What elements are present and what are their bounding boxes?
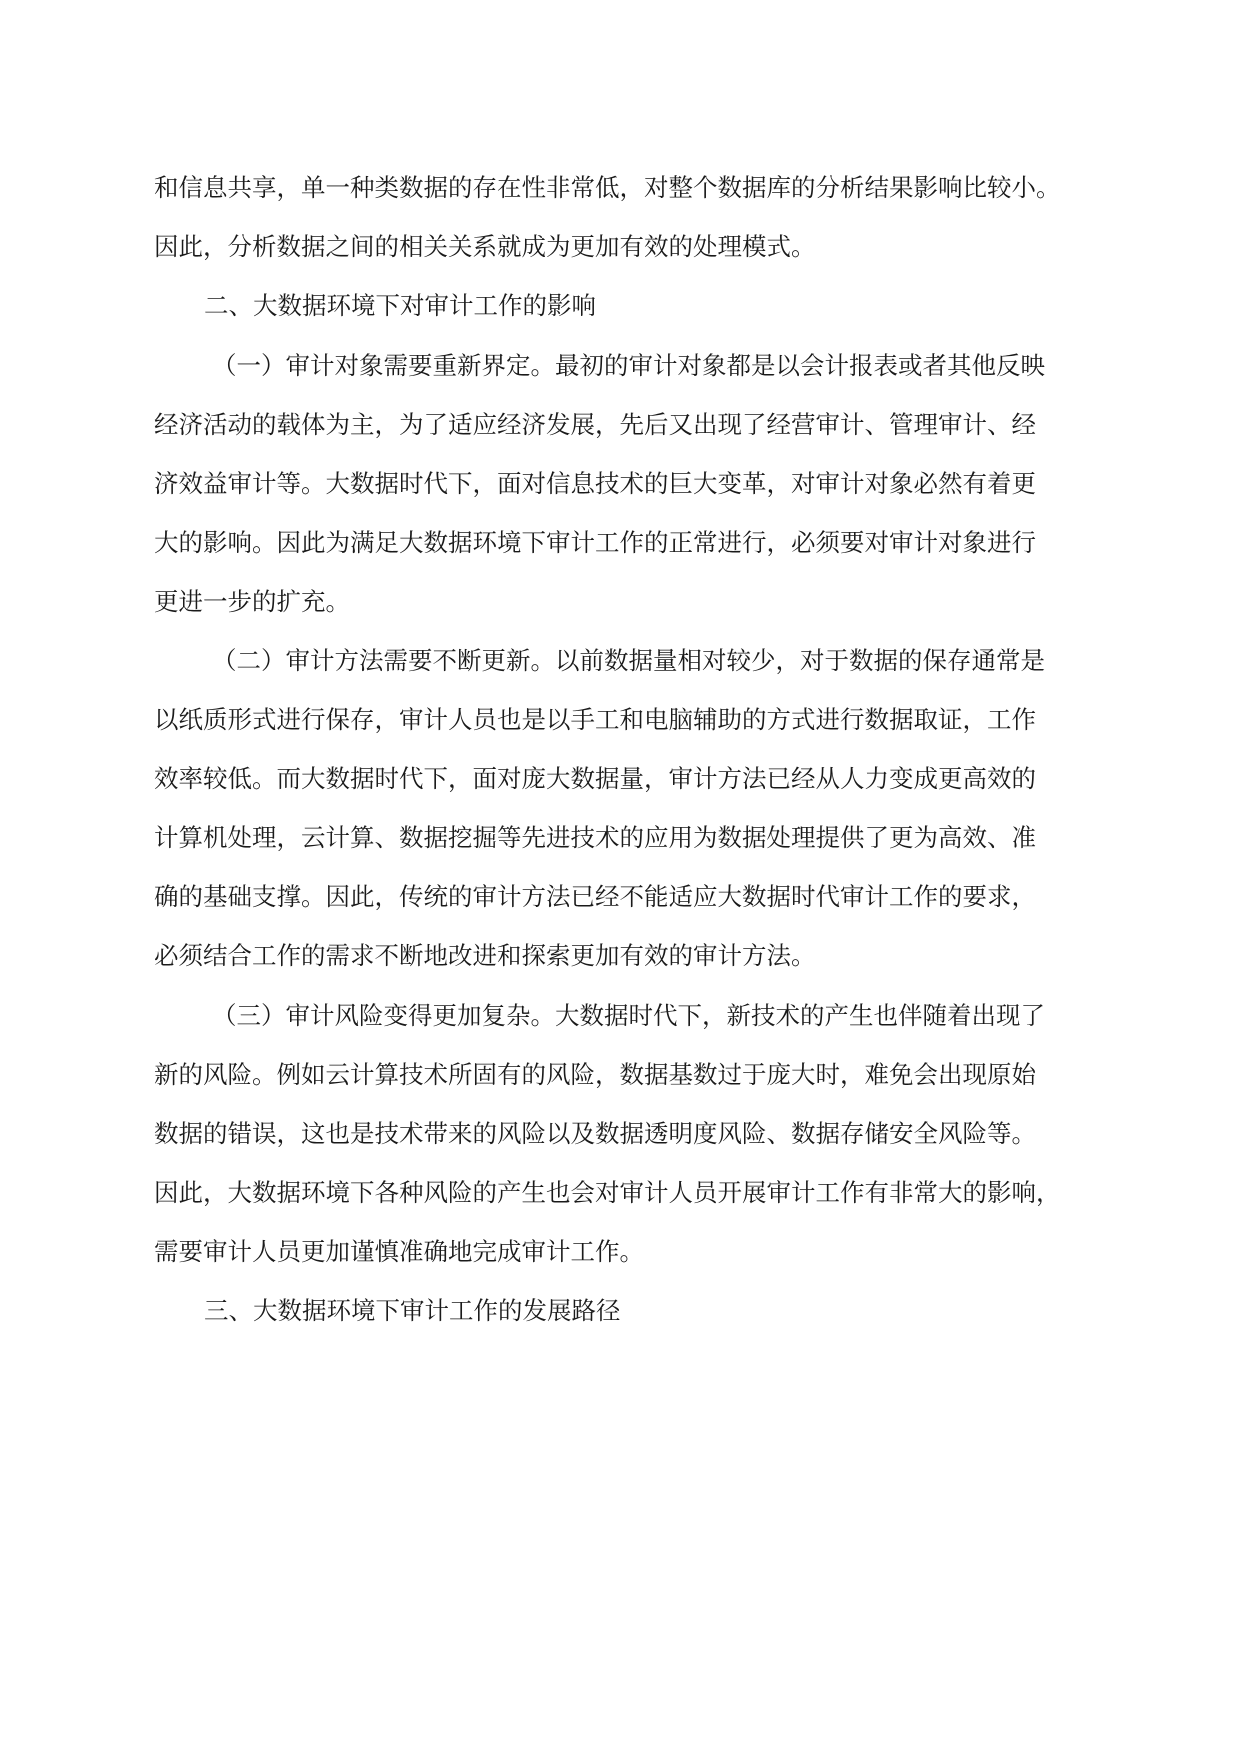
body-text-line: 计算机处理，云计算、数据挖掘等先进技术的应用为数据处理提供了更为高效、准 <box>154 823 1036 852</box>
body-text-line: 效率较低。而大数据时代下，面对庞大数据量，审计方法已经从人力变成更高效的 <box>154 764 1036 793</box>
body-text-line: 必须结合工作的需求不断地改进和探索更加有效的审计方法。 <box>154 941 816 970</box>
body-text-line: 确的基础支撑。因此，传统的审计方法已经不能适应大数据时代审计工作的要求， <box>154 882 1036 911</box>
body-text-line: （三）审计风险变得更加复杂。大数据时代下，新技术的产生也伴随着出现了 <box>212 1001 1045 1030</box>
body-text-line: （一）审计对象需要重新界定。最初的审计对象都是以会计报表或者其他反映 <box>212 351 1045 380</box>
body-text-line: 因此，大数据环境下各种风险的产生也会对审计人员开展审计工作有非常大的影响， <box>154 1178 1061 1207</box>
body-text-line: （二）审计方法需要不断更新。以前数据量相对较少，对于数据的保存通常是 <box>212 646 1045 675</box>
body-text-line: 大的影响。因此为满足大数据环境下审计工作的正常进行，必须要对审计对象进行 <box>154 528 1036 557</box>
section-heading: 三、大数据环境下审计工作的发展路径 <box>204 1296 621 1325</box>
body-text-line: 经济活动的载体为主，为了适应经济发展，先后又出现了经营审计、管理审计、经 <box>154 410 1036 439</box>
body-text-line: 需要审计人员更加谨慎准确地完成审计工作。 <box>154 1237 644 1266</box>
body-text-line: 以纸质形式进行保存，审计人员也是以手工和电脑辅助的方式进行数据取证，工作 <box>154 705 1036 734</box>
body-text-line: 新的风险。例如云计算技术所固有的风险，数据基数过于庞大时，难免会出现原始 <box>154 1060 1036 1089</box>
section-heading: 二、大数据环境下对审计工作的影响 <box>204 291 596 320</box>
body-text-line: 更进一步的扩充。 <box>154 587 350 616</box>
body-text-line: 因此，分析数据之间的相关关系就成为更加有效的处理模式。 <box>154 232 816 261</box>
body-text-line: 数据的错误，这也是技术带来的风险以及数据透明度风险、数据存储安全风险等。 <box>154 1119 1036 1148</box>
body-text-line: 济效益审计等。大数据时代下，面对信息技术的巨大变革，对审计对象必然有着更 <box>154 469 1036 498</box>
body-text-line: 和信息共享，单一种类数据的存在性非常低，对整个数据库的分析结果影响比较小。 <box>154 173 1061 202</box>
